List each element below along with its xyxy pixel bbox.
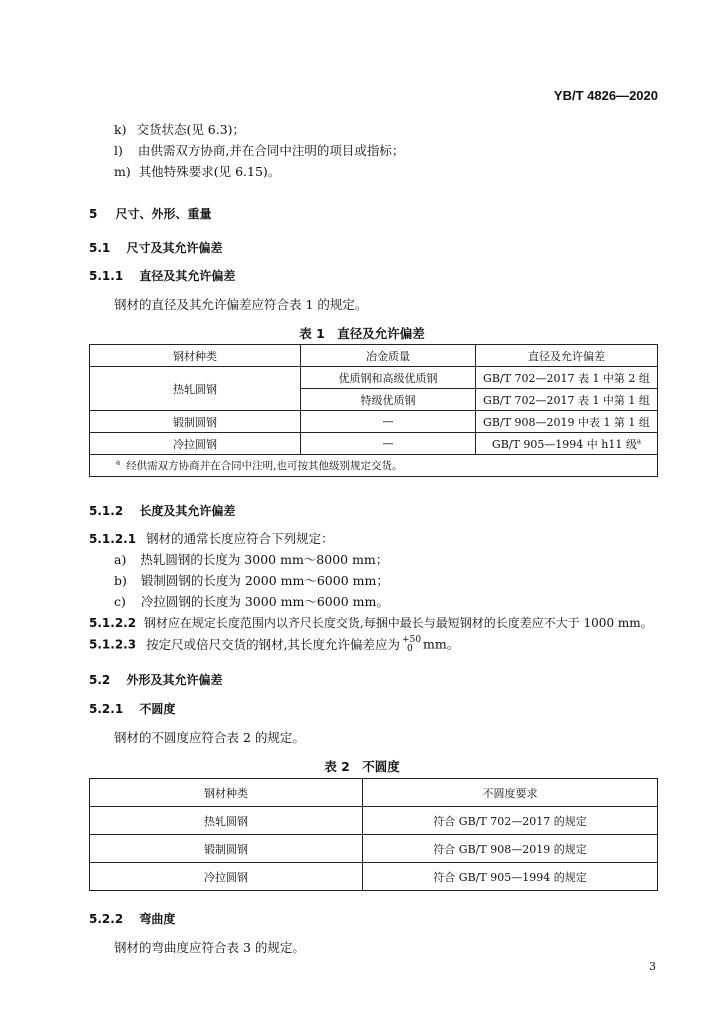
table-note bbox=[90, 455, 658, 477]
footnote-marker: a bbox=[636, 436, 642, 445]
section-title: 不圆度 bbox=[139, 702, 176, 716]
section-number: 5.2 bbox=[89, 673, 111, 687]
list-item-k bbox=[114, 122, 245, 138]
section-number: 5.1.1 bbox=[89, 269, 124, 283]
section-5-1-heading bbox=[89, 240, 222, 256]
section-number: 5.1.2 bbox=[89, 504, 124, 518]
table-cell-quality: 特级优质钢 bbox=[301, 389, 476, 411]
list-mark: a) bbox=[114, 552, 127, 567]
table-header-cell: 冶金质量 bbox=[301, 345, 476, 367]
clause-text: 按定尺或倍尺交货的钢材,其长度允许偏差应为 bbox=[146, 636, 401, 652]
table-2-caption: 表 2 不圆度 bbox=[324, 759, 400, 774]
note-text: 经供需双方协商并在合同中注明,也可按其他级别规定交货。 bbox=[126, 460, 403, 472]
clause-text: 钢材的通常长度应符合下列规定： bbox=[146, 531, 334, 546]
tolerance-lower: 0 bbox=[407, 644, 413, 654]
clause-number: 5.1.2.2 bbox=[89, 616, 137, 630]
clause-number: 5.1.2.3 bbox=[89, 637, 137, 652]
table-row bbox=[90, 835, 658, 863]
list-item-m bbox=[114, 164, 280, 180]
table-cell-quality: — bbox=[301, 433, 476, 455]
table-row bbox=[90, 411, 658, 433]
list-text: 由供需双方协商,并在合同中注明的项目或指标； bbox=[137, 143, 405, 158]
clause-text: 钢材应在规定长度范围内以齐尺长度交货,每捆中最长与最短钢材的长度差应不大于 1000 mm。 bbox=[143, 616, 653, 630]
section-number: 5.1 bbox=[89, 241, 111, 255]
section-title: 外形及其允许偏差 bbox=[126, 673, 223, 687]
table-cell-requirement: 符合 GB/T 908—2019 的规定 bbox=[363, 835, 658, 863]
table-cell-tolerance: GB/T 702—2017 表 1 中第 1 组 bbox=[476, 389, 658, 411]
list-text: 锻制圆钢的长度为 2000 mm～6000 mm； bbox=[140, 573, 389, 588]
table-cell-tolerance bbox=[476, 433, 658, 455]
table-cell-kind: 热轧圆钢 bbox=[90, 807, 363, 835]
table-1-caption: 表 1 直径及允许偏差 bbox=[299, 326, 425, 341]
table-cell-kind: 冷拉圆钢 bbox=[90, 433, 301, 455]
standard-number: YB/T 4826—2020 bbox=[553, 88, 658, 103]
table-1 bbox=[89, 344, 658, 477]
list-item-c bbox=[114, 594, 389, 610]
table-note-row bbox=[90, 455, 658, 477]
section-title: 弯曲度 bbox=[139, 912, 176, 926]
list-mark: m) bbox=[114, 164, 131, 179]
clause-5-1-2-2 bbox=[89, 615, 653, 631]
clause-unit: mm。 bbox=[423, 636, 460, 652]
table-row bbox=[90, 367, 658, 389]
list-text: 其他特殊要求(见 6.15)。 bbox=[138, 164, 281, 179]
list-mark: l) bbox=[114, 143, 123, 158]
section-number: 5.2.1 bbox=[89, 702, 124, 716]
table-header-cell: 钢材种类 bbox=[90, 779, 363, 807]
tolerance-text: GB/T 905—1994 中 h11 级 bbox=[491, 437, 637, 451]
section-5-2-2-body: 钢材的弯曲度应符合表 3 的规定。 bbox=[114, 940, 305, 955]
section-5-1-1-body: 钢材的直径及其允许偏差应符合表 1 的规定。 bbox=[114, 297, 368, 312]
table-header-cell: 钢材种类 bbox=[90, 345, 301, 367]
section-title: 直径及其允许偏差 bbox=[139, 269, 236, 283]
list-text: 交货状态(见 6.3)； bbox=[136, 122, 246, 137]
section-5-1-1-heading bbox=[89, 268, 235, 284]
page-number: 3 bbox=[649, 960, 656, 973]
table-header-row bbox=[90, 345, 658, 367]
table-cell-quality: — bbox=[301, 411, 476, 433]
table-header-cell: 直径及允许偏差 bbox=[476, 345, 658, 367]
table-cell-quality: 优质钢和高级优质钢 bbox=[301, 367, 476, 389]
list-item-b bbox=[114, 573, 389, 589]
section-5-1-2-heading bbox=[89, 503, 235, 519]
section-5-2-heading bbox=[89, 672, 222, 688]
clause-number: 5.1.2.1 bbox=[89, 532, 137, 546]
section-5-2-1-heading bbox=[89, 701, 175, 717]
tolerance-upper: +50 bbox=[402, 635, 422, 645]
list-item-a bbox=[114, 552, 388, 568]
table-row bbox=[90, 807, 658, 835]
section-title: 长度及其允许偏差 bbox=[139, 504, 236, 518]
section-5-heading bbox=[89, 206, 212, 222]
list-text: 热轧圆钢的长度为 3000 mm～8000 mm； bbox=[140, 552, 389, 567]
clause-5-1-2-1 bbox=[89, 531, 334, 547]
table-cell-kind: 锻制圆钢 bbox=[90, 411, 301, 433]
section-number: 5 bbox=[89, 207, 98, 221]
table-cell-kind: 锻制圆钢 bbox=[90, 835, 363, 863]
list-item-l bbox=[114, 143, 404, 159]
table-row bbox=[90, 863, 658, 891]
clause-5-1-2-3 bbox=[89, 636, 459, 654]
list-mark: k) bbox=[114, 122, 127, 137]
section-5-2-2-heading bbox=[89, 911, 175, 927]
section-5-2-1-body: 钢材的不圆度应符合表 2 的规定。 bbox=[114, 730, 305, 745]
table-cell-requirement: 符合 GB/T 905—1994 的规定 bbox=[363, 863, 658, 891]
section-title: 尺寸及其允许偏差 bbox=[126, 241, 223, 255]
table-2 bbox=[89, 778, 658, 891]
table-cell-tolerance: GB/T 702—2017 表 1 中第 2 组 bbox=[476, 367, 658, 389]
table-cell-requirement: 符合 GB/T 702—2017 的规定 bbox=[363, 807, 658, 835]
table-row bbox=[90, 433, 658, 455]
table-cell-kind: 热轧圆钢 bbox=[90, 367, 301, 411]
list-mark: b) bbox=[114, 573, 127, 588]
section-number: 5.2.2 bbox=[89, 912, 124, 926]
table-header-cell: 不圆度要求 bbox=[363, 779, 658, 807]
tolerance-stack bbox=[402, 636, 421, 654]
table-header-row bbox=[90, 779, 658, 807]
table-cell-kind: 冷拉圆钢 bbox=[90, 863, 363, 891]
footnote-marker: a bbox=[116, 458, 121, 467]
list-text: 冷拉圆钢的长度为 3000 mm～6000 mm。 bbox=[140, 594, 389, 609]
list-mark: c) bbox=[114, 594, 126, 609]
section-title: 尺寸、外形、重量 bbox=[115, 207, 212, 221]
table-cell-tolerance: GB/T 908—2019 中表 1 第 1 组 bbox=[476, 411, 658, 433]
